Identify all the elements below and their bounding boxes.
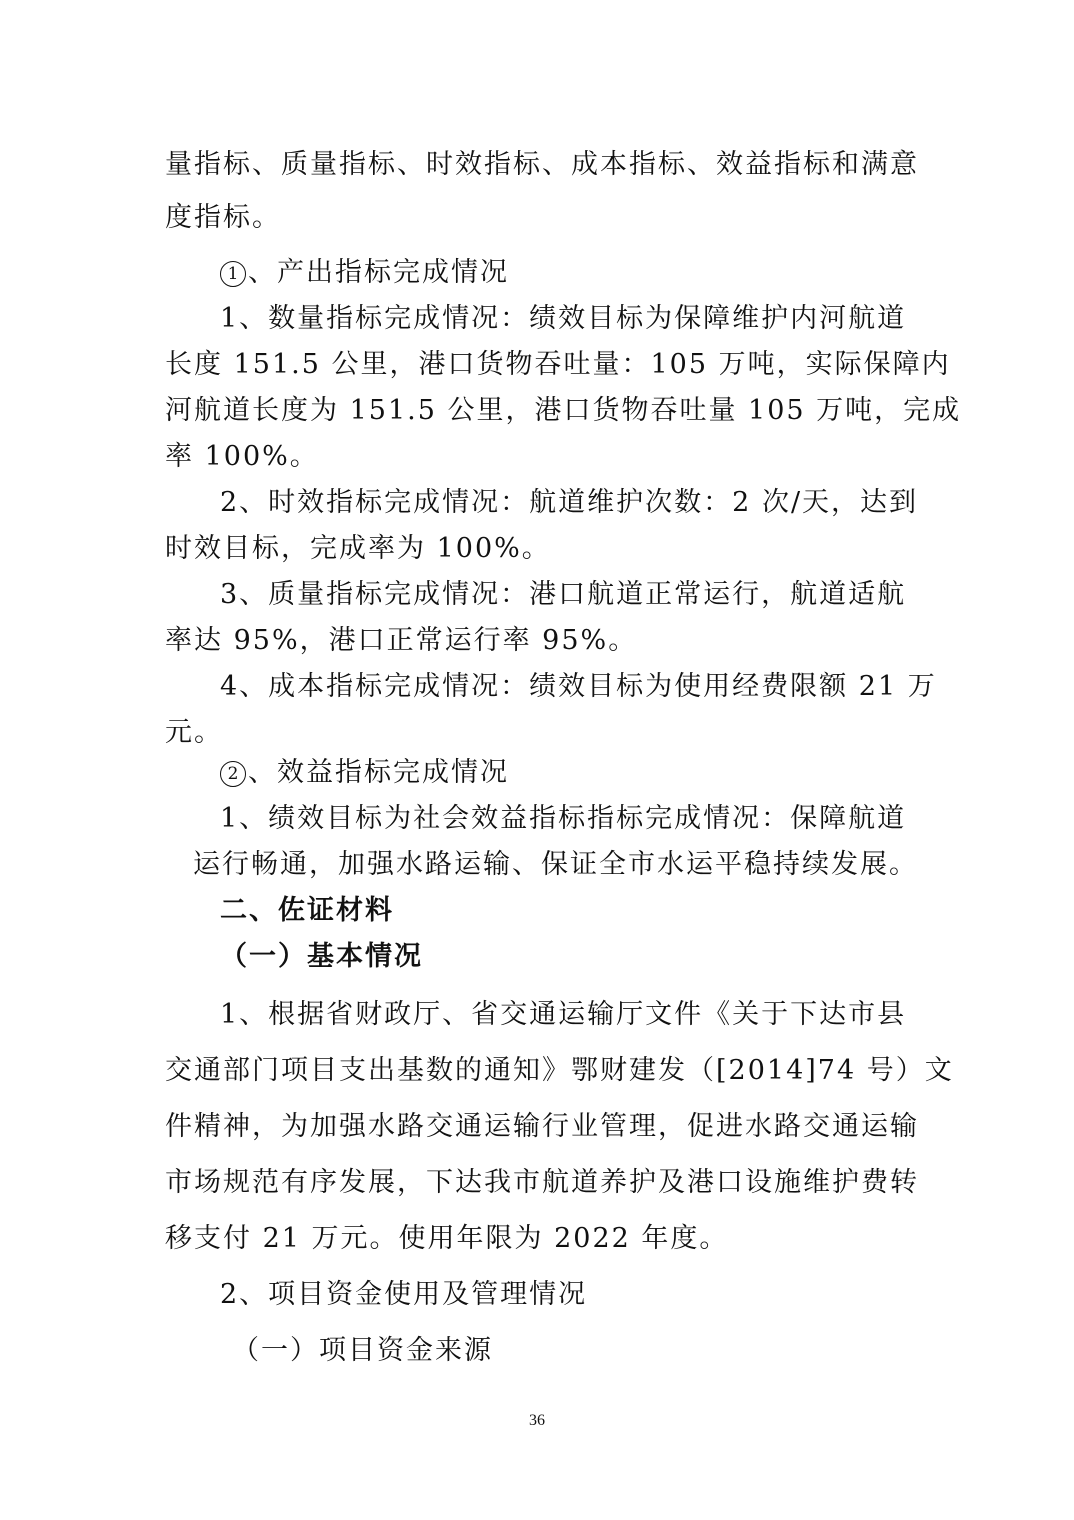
heading-evidence-materials: 二、佐证材料	[220, 895, 394, 926]
heading-basic-situation: （一）基本情况	[220, 941, 423, 972]
paragraph-line: 交通部门项目支出基数的通知》鄂财建发（[2014]74 号）文	[165, 1055, 954, 1086]
section-heading-text: 、产出指标完成情况	[248, 257, 509, 288]
paragraph-line: 2、项目资金使用及管理情况	[220, 1279, 588, 1310]
paragraph-line: 1、数量指标完成情况：绩效目标为保障维护内河航道	[220, 303, 907, 334]
circled-number-1: 1	[220, 261, 246, 287]
page-number: 36	[529, 1412, 545, 1429]
paragraph-line: 率 100%。	[165, 441, 319, 472]
subheading-fund-source: （一）项目资金来源	[232, 1335, 493, 1366]
paragraph-line: 时效目标，完成率为 100%。	[165, 533, 551, 564]
paragraph-line: 4、成本指标完成情况：绩效目标为使用经费限额 21 万	[220, 671, 937, 702]
paragraph-line: 长度 151.5 公里，港口货物吞吐量：105 万吨，实际保障内	[165, 349, 951, 380]
paragraph-line: 率达 95%，港口正常运行率 95%。	[165, 625, 638, 656]
paragraph-line: 运行畅通，加强水路运输、保证全市水运平稳持续发展。	[193, 849, 918, 880]
paragraph-line: 元。	[165, 717, 223, 748]
circled-number-2: 2	[220, 761, 246, 787]
section-heading-text: 、效益指标完成情况	[248, 757, 509, 788]
paragraph-line: 1、根据省财政厅、省交通运输厅文件《关于下达市县	[220, 999, 907, 1030]
paragraph-line: 移支付 21 万元。使用年限为 2022 年度。	[165, 1223, 729, 1254]
paragraph-line: 河航道长度为 151.5 公里，港口货物吞吐量 105 万吨，完成	[165, 395, 962, 426]
paragraph-line: 2、时效指标完成情况：航道维护次数：2 次/天，达到	[220, 487, 919, 518]
section-heading-output	[220, 250, 509, 289]
section-heading-benefit	[220, 750, 509, 789]
paragraph-line: 1、绩效目标为社会效益指标指标完成情况：保障航道	[220, 803, 907, 834]
paragraph-line: 3、质量指标完成情况：港口航道正常运行，航道适航	[220, 579, 907, 610]
paragraph-line: 件精神，为加强水路交通运输行业管理，促进水路交通运输	[165, 1111, 919, 1142]
paragraph-line: 市场规范有序发展，下达我市航道养护及港口设施维护费转	[165, 1167, 919, 1198]
paragraph-line: 量指标、质量指标、时效指标、成本指标、效益指标和满意	[165, 149, 919, 180]
paragraph-line: 度指标。	[165, 202, 281, 233]
